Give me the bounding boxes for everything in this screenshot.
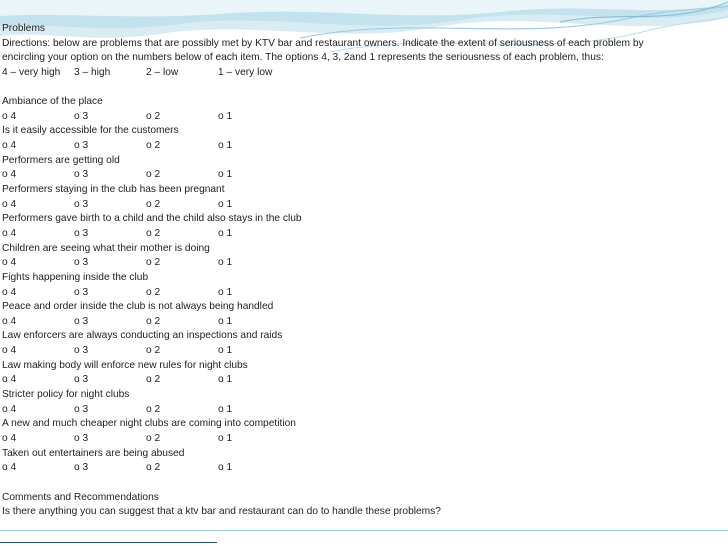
option-row [2,198,726,213]
option-1[interactable]: o 1 [218,110,233,122]
option-row [2,256,726,271]
option-2[interactable]: o 2 [146,374,161,386]
problem-item: Fights happening inside the club [2,271,149,283]
problem-item: Performers staying in the club has been pregnant [2,184,225,196]
comments-heading: Comments and Recommendations [2,491,159,503]
problem-item: Ambiance of the place [2,96,103,108]
option-3[interactable]: o 3 [74,169,89,181]
option-row [2,227,726,242]
option-1[interactable]: o 1 [218,374,233,386]
option-4[interactable]: o 4 [2,198,17,210]
problem-item: Is it easily accessible for the customers [2,125,179,137]
directions-line-2: encircling your option on the numbers below of each item. The options 4, 3, 2and 1 represents the seriousness of each problem, thus: [2,52,604,64]
option-4[interactable]: o 4 [2,374,17,386]
option-2[interactable]: o 2 [146,462,161,474]
option-3[interactable]: o 3 [74,198,89,210]
bottom-rule [0,530,728,531]
option-row [2,168,726,183]
problem-item: Law making body will enforce new rules for night clubs [2,359,248,371]
spacer [2,476,726,491]
option-1[interactable]: o 1 [218,169,233,181]
option-4[interactable]: o 4 [2,227,17,239]
problem-item: Law enforcers are always conducting an inspections and raids [2,330,283,342]
option-4[interactable]: o 4 [2,169,17,181]
option-3[interactable]: o 3 [74,374,89,386]
answer-line [0,542,217,543]
option-2[interactable]: o 2 [146,403,161,415]
option-2[interactable]: o 2 [146,140,161,152]
option-1[interactable]: o 1 [218,227,233,239]
spacer [2,81,726,96]
option-1[interactable]: o 1 [218,345,233,357]
option-3[interactable]: o 3 [74,110,89,122]
problem-item: Performers are getting old [2,154,120,166]
option-1[interactable]: o 1 [218,315,233,327]
option-row [2,344,726,359]
option-4[interactable]: o 4 [2,315,17,327]
option-2[interactable]: o 2 [146,169,161,181]
heading: Problems [2,23,46,34]
option-4[interactable]: o 4 [2,462,17,474]
option-1[interactable]: o 1 [218,140,233,152]
option-4[interactable]: o 4 [2,110,17,122]
scale-3: 3 – high [74,66,111,78]
option-row [2,461,726,476]
option-3[interactable]: o 3 [74,286,89,298]
directions-line-1: Directions: below are problems that are possibly met by KTV bar and restaurant owners. Indicate the extent of seriousness of each problem by [2,37,644,49]
problem-items [2,95,726,476]
option-4[interactable]: o 4 [2,345,17,357]
option-3[interactable]: o 3 [74,462,89,474]
option-2[interactable]: o 2 [146,345,161,357]
option-2[interactable]: o 2 [146,432,161,444]
document-body [2,22,726,520]
scale-4: 4 – very high [2,66,61,78]
option-1[interactable]: o 1 [218,257,233,269]
scale-legend [2,66,726,81]
option-2[interactable]: o 2 [146,227,161,239]
option-row [2,373,726,388]
option-2[interactable]: o 2 [146,286,161,298]
problem-item: Peace and order inside the club is not always being handled [2,301,274,313]
option-2[interactable]: o 2 [146,315,161,327]
option-3[interactable]: o 3 [74,257,89,269]
problem-item: Stricter policy for night clubs [2,389,130,401]
scale-1: 1 – very low [218,66,273,78]
option-3[interactable]: o 3 [74,403,89,415]
option-3[interactable]: o 3 [74,227,89,239]
problem-item: Performers gave birth to a child and the child also stays in the club [2,213,302,225]
option-1[interactable]: o 1 [218,198,233,210]
option-row [2,315,726,330]
option-2[interactable]: o 2 [146,198,161,210]
option-3[interactable]: o 3 [74,432,89,444]
problem-item: A new and much cheaper night clubs are coming into competition [2,418,296,430]
scale-2: 2 – low [146,66,179,78]
comments-question: Is there anything you can suggest that a ktv bar and restaurant can do to handle these problems? [2,506,441,518]
option-row [2,432,726,447]
option-3[interactable]: o 3 [74,140,89,152]
option-row [2,139,726,154]
option-1[interactable]: o 1 [218,286,233,298]
option-4[interactable]: o 4 [2,257,17,269]
option-row [2,110,726,125]
option-1[interactable]: o 1 [218,462,233,474]
option-3[interactable]: o 3 [74,315,89,327]
problem-item: Taken out entertainers are being abused [2,447,185,459]
option-1[interactable]: o 1 [218,432,233,444]
option-2[interactable]: o 2 [146,257,161,269]
option-row [2,403,726,418]
option-4[interactable]: o 4 [2,286,17,298]
option-4[interactable]: o 4 [2,140,17,152]
option-4[interactable]: o 4 [2,403,17,415]
problem-item: Children are seeing what their mother is doing [2,242,210,254]
option-row [2,286,726,301]
option-2[interactable]: o 2 [146,110,161,122]
option-4[interactable]: o 4 [2,432,17,444]
option-3[interactable]: o 3 [74,345,89,357]
option-1[interactable]: o 1 [218,403,233,415]
